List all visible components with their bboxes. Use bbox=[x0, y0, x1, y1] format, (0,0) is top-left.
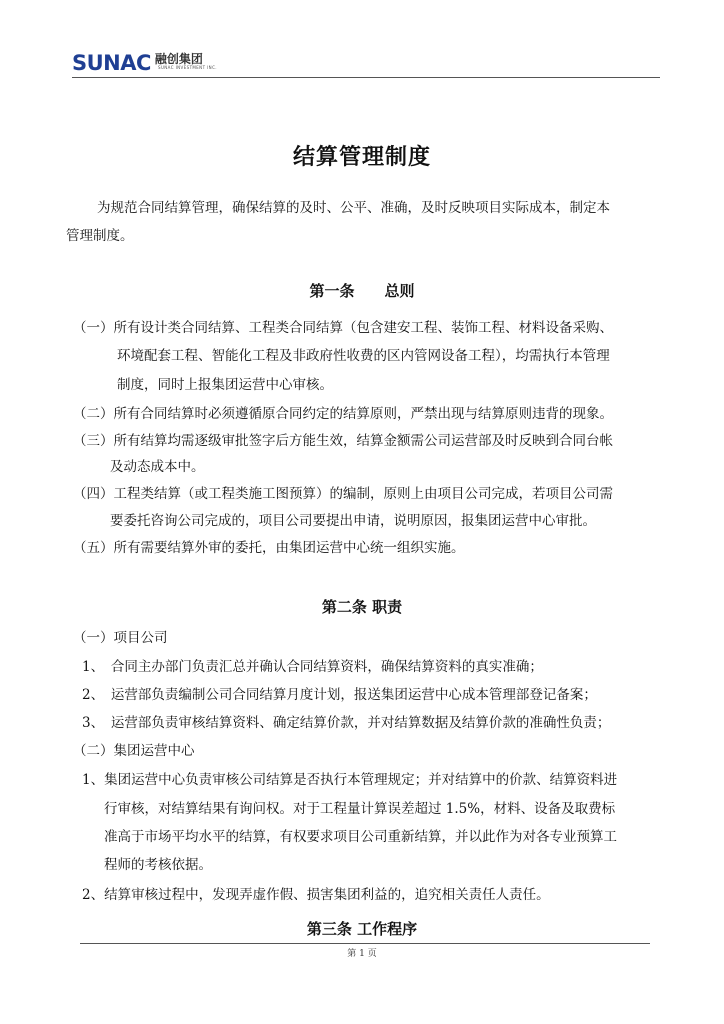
section-2-line: 行审核，对结算结果有询问权。对于工程量计算误差超过 1.5%，材料、设备及取费标 bbox=[104, 801, 616, 817]
section-3-heading: 第三条 工作程序 bbox=[306, 920, 418, 938]
section-1-line: （五）所有需要结算外审的委托，由集团运营中心统一组织实施。 bbox=[73, 540, 465, 556]
section-2-line: 2、结算审核过程中，发现弄虚作假、损害集团利益的，追究相关责任人责任。 bbox=[82, 887, 550, 903]
section-1-line: 及动态成本中。 bbox=[110, 459, 205, 475]
section-2-line: 准高于市场平均水平的结算，有权要求项目公司重新结算，并以此作为对各专业预算工 bbox=[104, 829, 617, 845]
section-1-line: 环境配套工程、智能化工程及非政府性收费的区内管网设备工程），均需执行本管理 bbox=[117, 348, 610, 364]
section-2-heading: 第二条 职责 bbox=[321, 598, 403, 616]
header-divider bbox=[72, 77, 660, 78]
section-1-line: 制度，同时上报集团运营中心审核。 bbox=[117, 377, 333, 393]
section-2-line: （一）项目公司 bbox=[73, 630, 168, 646]
section-1-line: （一）所有设计类合同结算、工程类合同结算（包含建安工程、装饰工程、材料设备采购、 bbox=[73, 320, 613, 336]
page-number: 第 1 页 bbox=[347, 949, 377, 959]
section-2-line: 程师的考核依据。 bbox=[104, 857, 212, 873]
section-2-line: （二）集团运营中心 bbox=[73, 743, 195, 759]
section-1-line: 要委托咨询公司完成的，项目公司要提出申请，说明原因，报集团运营中心审批。 bbox=[110, 513, 596, 529]
section-1-line: （二）所有合同结算时必须遵循原合同约定的结算原则，严禁出现与结算原则违背的现象。 bbox=[73, 406, 613, 422]
section-2-line: 2、 运营部负责编制公司合同结算月度计划，报送集团运营中心成本管理部登记备案； bbox=[82, 687, 597, 703]
section-1-line: （四）工程类结算（或工程类施工图预算）的编制，原则上由项目公司完成，若项目公司需 bbox=[73, 486, 613, 502]
logo-subtitle: SUNAC INVESTMENT INC. bbox=[158, 65, 217, 70]
section-2-line: 1、集团运营中心负责审核公司结算是否执行本管理规定；并对结算中的价款、结算资料进 bbox=[82, 772, 618, 788]
document-title: 结算管理制度 bbox=[292, 145, 431, 170]
section-1-heading: 第一条 总则 bbox=[309, 282, 415, 300]
intro-line-1: 为规范合同结算管理，确保结算的及时、公平、准确，及时反映项目实际成本，制定本 bbox=[97, 200, 610, 216]
footer-divider bbox=[80, 943, 650, 944]
logo-mark: SUNAC bbox=[72, 51, 151, 75]
intro-line-2: 管理制度。 bbox=[66, 228, 134, 244]
section-2-line: 3、 运营部负责审核结算资料、确定结算价款，并对结算数据及结算价款的准确性负责； bbox=[82, 715, 611, 731]
section-1-line: （三）所有结算均需逐级审批签字后方能生效，结算金额需公司运营部及时反映到合同台帐 bbox=[73, 433, 613, 449]
logo-chinese-name: 融创集团 bbox=[154, 52, 203, 66]
sunac-logo bbox=[72, 52, 203, 74]
section-2-line: 1、 合同主办部门负责汇总并确认合同结算资料，确保结算资料的真实准确； bbox=[82, 659, 543, 675]
page-header bbox=[72, 50, 660, 80]
